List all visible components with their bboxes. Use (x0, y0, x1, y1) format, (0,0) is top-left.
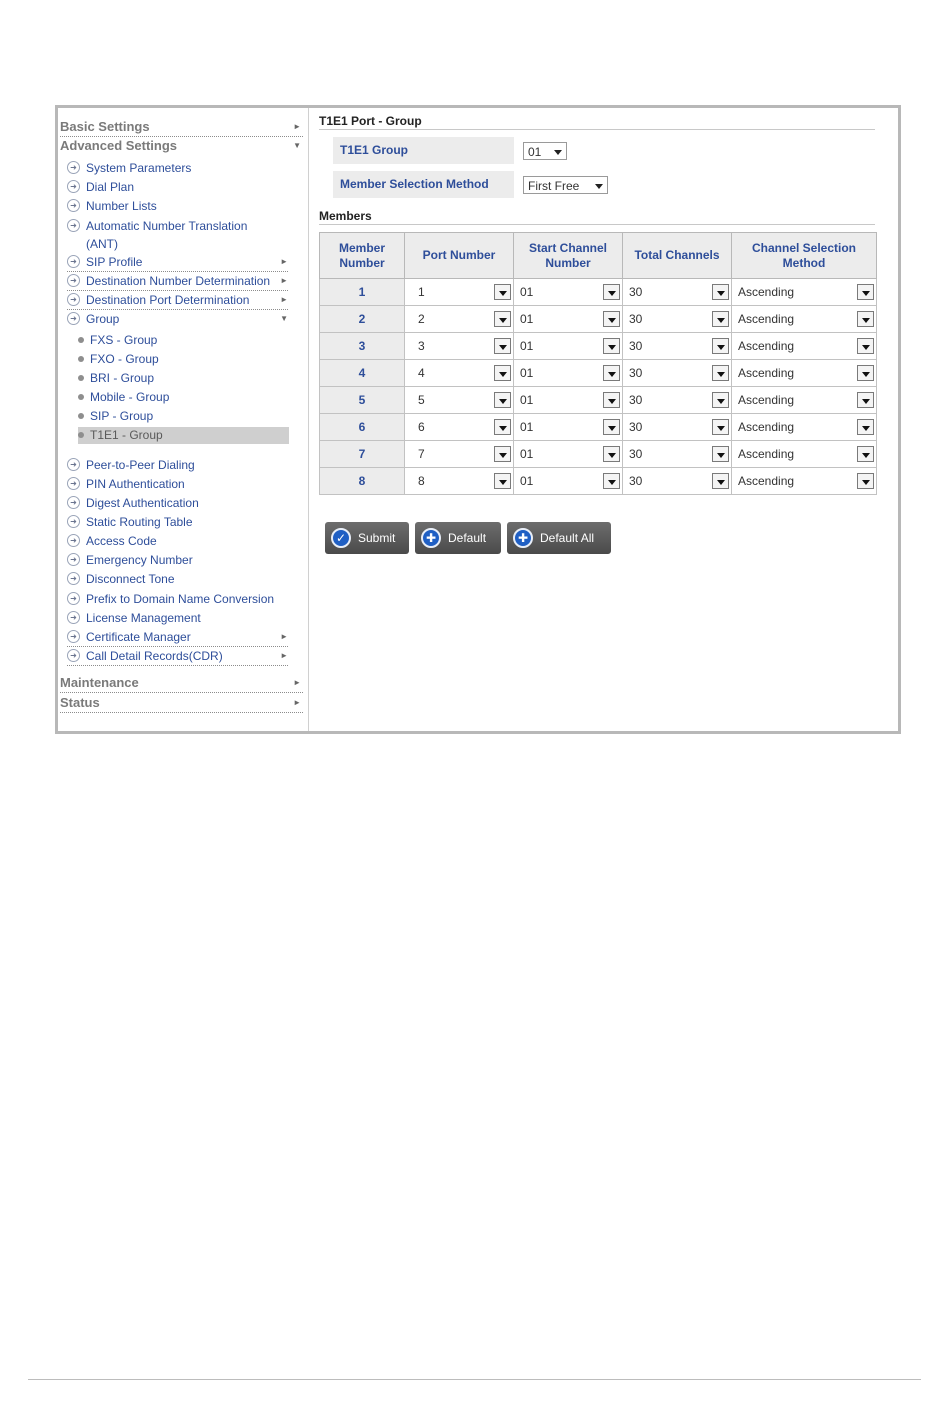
dropdown-arrow-icon[interactable] (857, 284, 874, 300)
table-header-row (320, 233, 877, 279)
circle-arrow-icon: ➜ (67, 649, 80, 662)
main-panel (309, 108, 898, 731)
port-number-select-cell (405, 306, 514, 333)
start-channel-select-cell (514, 387, 623, 414)
circle-arrow-icon: ➜ (67, 219, 80, 232)
table-row (320, 441, 877, 468)
dropdown-arrow-icon[interactable] (494, 338, 511, 354)
circle-arrow-icon: ➜ (67, 458, 80, 471)
sidebar-item-destination-port[interactable] (67, 291, 288, 310)
circle-arrow-icon: ➜ (67, 274, 80, 287)
sidebar-item-pin-auth[interactable] (67, 475, 288, 493)
arrow-down-icon: ▼ (280, 314, 288, 323)
port-number-select-value: 8 (418, 474, 425, 488)
start-channel-select[interactable] (514, 333, 622, 359)
port-number-select-cell (405, 468, 514, 495)
port-number-select-cell (405, 333, 514, 360)
circle-arrow-icon: ➜ (67, 293, 80, 306)
channel-selection-select-cell (732, 414, 877, 441)
total-channels-select[interactable] (623, 468, 731, 494)
port-number-select[interactable] (405, 279, 513, 305)
sidebar-item-sip-group[interactable] (78, 408, 289, 425)
circle-arrow-icon: ➜ (67, 572, 80, 585)
port-number-select[interactable] (405, 387, 513, 413)
arrow-right-icon: ► (280, 257, 288, 266)
sidebar-item-mobile-group[interactable] (78, 389, 289, 406)
start-channel-select-value: 01 (520, 312, 534, 326)
dropdown-arrow-icon[interactable] (712, 338, 729, 354)
sidebar-item-label: BRI - Group (90, 371, 155, 385)
total-channels-select-cell (623, 360, 732, 387)
sidebar-item-label: Mobile - Group (90, 390, 170, 404)
total-channels-select[interactable] (623, 387, 731, 413)
channel-selection-select-value: Ascending (738, 393, 795, 407)
arrow-right-icon: ► (280, 632, 288, 641)
channel-selection-select-value: Ascending (738, 420, 795, 434)
arrow-right-icon: ► (280, 276, 288, 285)
chevron-down-icon (595, 184, 603, 189)
sidebar-item-disconnect-tone[interactable] (67, 570, 288, 588)
channel-selection-select-value: Ascending (738, 474, 795, 488)
member-selection-label: Member Selection Method (333, 171, 514, 198)
dropdown-arrow-icon[interactable] (857, 473, 874, 489)
dropdown-arrow-icon[interactable] (494, 446, 511, 462)
start-channel-select-cell (514, 279, 623, 306)
total-channels-select-cell (623, 306, 732, 333)
dropdown-arrow-icon[interactable] (712, 473, 729, 489)
sidebar-item-emergency-number[interactable] (67, 551, 288, 569)
sidebar-item-bri-group[interactable] (78, 370, 289, 387)
sidebar-item-dial-plan[interactable] (67, 178, 288, 196)
sidebar (58, 108, 309, 731)
table-row (320, 468, 877, 495)
dropdown-arrow-icon[interactable] (712, 311, 729, 327)
total-channels-select-cell (623, 279, 732, 306)
dropdown-arrow-icon[interactable] (603, 392, 620, 408)
dropdown-arrow-icon[interactable] (712, 365, 729, 381)
circle-arrow-icon: ➜ (67, 199, 80, 212)
circle-arrow-icon: ➜ (67, 312, 80, 325)
start-channel-select-cell (514, 306, 623, 333)
channel-selection-select-value: Ascending (738, 339, 795, 353)
total-channels-select-cell (623, 468, 732, 495)
member-selection-value: First Free (528, 179, 580, 193)
port-number-select-cell (405, 360, 514, 387)
total-channels-select-value: 30 (629, 420, 643, 434)
sidebar-item-t1e1-group[interactable] (78, 427, 289, 444)
port-number-select[interactable] (405, 333, 513, 359)
member-number-cell: 4 (320, 360, 405, 387)
channel-selection-select-value: Ascending (738, 366, 795, 380)
sidebar-item-label: System Parameters (86, 161, 192, 175)
port-number-select-value: 6 (418, 420, 425, 434)
channel-selection-select[interactable] (732, 441, 876, 467)
member-number-cell: 8 (320, 468, 405, 495)
default-label: Default (448, 531, 487, 545)
start-channel-select[interactable] (514, 414, 622, 440)
total-channels-select-value: 30 (629, 339, 643, 353)
members-section-title: Members (319, 209, 875, 225)
nav-status[interactable] (60, 694, 303, 713)
port-number-select-cell (405, 387, 514, 414)
port-number-select[interactable] (405, 441, 513, 467)
port-number-select-value: 2 (418, 312, 425, 326)
total-channels-select[interactable] (623, 441, 731, 467)
start-channel-select-value: 01 (520, 339, 534, 353)
nav-maintenance-label: Maintenance (60, 675, 139, 690)
start-channel-select-cell (514, 360, 623, 387)
port-number-select-cell (405, 279, 514, 306)
dropdown-arrow-icon[interactable] (857, 311, 874, 327)
channel-selection-select-cell (732, 441, 877, 468)
dropdown-arrow-icon[interactable] (712, 446, 729, 462)
app-frame (55, 105, 901, 734)
start-channel-select-value: 01 (520, 285, 534, 299)
sidebar-item-access-code[interactable] (67, 532, 288, 550)
total-channels-select[interactable] (623, 414, 731, 440)
t1e1-group-label: T1E1 Group (333, 137, 514, 164)
page-bottom-rule (28, 1379, 921, 1380)
total-channels-select-cell (623, 387, 732, 414)
bullet-icon (78, 394, 84, 400)
col-port-number: Port Number (405, 233, 514, 279)
nav-maintenance[interactable] (60, 674, 303, 693)
channel-selection-select[interactable] (732, 468, 876, 494)
table-row (320, 279, 877, 306)
port-number-select[interactable] (405, 306, 513, 332)
circle-arrow-icon: ➜ (67, 477, 80, 490)
start-channel-select[interactable] (514, 468, 622, 494)
member-number-cell: 3 (320, 333, 405, 360)
channel-selection-select[interactable] (732, 414, 876, 440)
circle-arrow-icon: ➜ (67, 515, 80, 528)
nav-basic-settings[interactable] (60, 118, 303, 137)
total-channels-select-value: 30 (629, 366, 643, 380)
channel-selection-select[interactable] (732, 387, 876, 413)
sidebar-item-label: License Management (86, 611, 201, 625)
sidebar-item-label: Prefix to Domain Name Conversion (86, 592, 275, 606)
table-row (320, 360, 877, 387)
cross-icon: ✚ (421, 528, 441, 548)
sidebar-item-number-lists[interactable] (67, 197, 288, 215)
dropdown-arrow-icon[interactable] (712, 392, 729, 408)
total-channels-select[interactable] (623, 333, 731, 359)
total-channels-select-value: 30 (629, 285, 643, 299)
dropdown-arrow-icon[interactable] (712, 284, 729, 300)
member-selection-select[interactable] (523, 176, 608, 194)
channel-selection-select[interactable] (732, 306, 876, 332)
start-channel-select-cell (514, 468, 623, 495)
total-channels-select-value: 30 (629, 447, 643, 461)
channel-selection-select-cell (732, 387, 877, 414)
port-number-select-cell (405, 441, 514, 468)
sidebar-item-label: Digest Authentication (86, 496, 199, 510)
member-number-cell: 5 (320, 387, 405, 414)
sidebar-item-fxo-group[interactable] (78, 351, 289, 368)
total-channels-select-value: 30 (629, 474, 643, 488)
dropdown-arrow-icon[interactable] (603, 338, 620, 354)
dropdown-arrow-icon[interactable] (494, 284, 511, 300)
arrow-right-icon: ► (280, 651, 288, 660)
default-all-label: Default All (540, 531, 595, 545)
sidebar-item-static-routing[interactable] (67, 513, 288, 531)
start-channel-select-cell (514, 333, 623, 360)
circle-arrow-icon: ➜ (67, 180, 80, 193)
dropdown-arrow-icon[interactable] (494, 365, 511, 381)
start-channel-select[interactable] (514, 387, 622, 413)
sidebar-item-label: Certificate Manager (86, 630, 191, 644)
sidebar-item-label: Emergency Number (86, 553, 193, 567)
nav-advanced-settings-label: Advanced Settings (60, 138, 178, 153)
channel-selection-select-cell (732, 306, 877, 333)
circle-arrow-icon: ➜ (67, 630, 80, 643)
arrow-right-icon: ► (280, 295, 288, 304)
port-number-select-value: 5 (418, 393, 425, 407)
col-channel-selection: Channel Selection Method (732, 233, 877, 279)
sidebar-item-system-parameters[interactable] (67, 159, 288, 177)
port-number-select-value: 7 (418, 447, 425, 461)
sidebar-item-label: T1E1 - Group (90, 428, 163, 442)
total-channels-select-value: 30 (629, 312, 643, 326)
channel-selection-select-value: Ascending (738, 312, 795, 326)
port-number-select-value: 4 (418, 366, 425, 380)
dropdown-arrow-icon[interactable] (857, 338, 874, 354)
col-member-number: Member Number (320, 233, 405, 279)
channel-selection-select[interactable] (732, 360, 876, 386)
dropdown-arrow-icon[interactable] (712, 419, 729, 435)
col-start-channel: Start Channel Number (514, 233, 623, 279)
t1e1-group-select[interactable] (523, 142, 567, 160)
sidebar-item-label: FXO - Group (90, 352, 159, 366)
sidebar-item-ant[interactable] (67, 217, 288, 253)
arrow-down-icon: ▼ (293, 141, 301, 150)
port-number-select-cell (405, 414, 514, 441)
dropdown-arrow-icon[interactable] (494, 392, 511, 408)
col-total-channels: Total Channels (623, 233, 732, 279)
sidebar-item-fxs-group[interactable] (78, 332, 289, 349)
sidebar-item-certificate[interactable] (67, 628, 288, 647)
start-channel-select[interactable] (514, 279, 622, 305)
total-channels-select-cell (623, 414, 732, 441)
bullet-icon (78, 375, 84, 381)
member-number-cell: 2 (320, 306, 405, 333)
channel-selection-select[interactable] (732, 333, 876, 359)
start-channel-select[interactable] (514, 441, 622, 467)
nav-advanced-settings[interactable] (60, 137, 303, 155)
port-number-select-value: 3 (418, 339, 425, 353)
submit-button[interactable] (325, 522, 409, 554)
sidebar-item-label: SIP Profile (86, 255, 143, 269)
total-channels-select-cell (623, 441, 732, 468)
submit-label: Submit (358, 531, 396, 545)
chevron-down-icon (554, 150, 562, 155)
circle-arrow-icon: ➜ (67, 255, 80, 268)
checkmark-icon: ✓ (331, 528, 351, 548)
port-number-select[interactable] (405, 468, 513, 494)
bullet-icon (78, 432, 84, 438)
t1e1-group-value: 01 (528, 145, 542, 159)
table-row (320, 333, 877, 360)
channel-selection-select[interactable] (732, 279, 876, 305)
sidebar-item-label: Peer-to-Peer Dialing (86, 458, 195, 472)
channel-selection-select-cell (732, 360, 877, 387)
circle-arrow-icon: ➜ (67, 534, 80, 547)
sidebar-item-label: Dial Plan (86, 180, 135, 194)
total-channels-select-value: 30 (629, 393, 643, 407)
table-row (320, 387, 877, 414)
total-channels-select[interactable] (623, 306, 731, 332)
sidebar-item-peer-to-peer[interactable] (67, 456, 288, 474)
channel-selection-select-cell (732, 468, 877, 495)
member-number-cell: 1 (320, 279, 405, 306)
dropdown-arrow-icon[interactable] (603, 473, 620, 489)
member-number-cell: 6 (320, 414, 405, 441)
sidebar-item-label: Group (86, 312, 120, 326)
dropdown-arrow-icon[interactable] (857, 446, 874, 462)
total-channels-select[interactable] (623, 279, 731, 305)
arrow-right-icon: ► (293, 678, 301, 687)
sidebar-item-label: Access Code (86, 534, 157, 548)
sidebar-item-label: SIP - Group (90, 409, 154, 423)
sidebar-item-label: Destination Port Determination (86, 293, 250, 307)
arrow-right-icon: ► (293, 698, 301, 707)
start-channel-select-value: 01 (520, 393, 534, 407)
start-channel-select-value: 01 (520, 447, 534, 461)
channel-selection-select-cell (732, 279, 877, 306)
sidebar-item-label: FXS - Group (90, 333, 158, 347)
channel-selection-select-cell (732, 333, 877, 360)
port-number-select[interactable] (405, 414, 513, 440)
dropdown-arrow-icon[interactable] (603, 446, 620, 462)
sidebar-item-license[interactable] (67, 609, 288, 627)
dropdown-arrow-icon[interactable] (603, 365, 620, 381)
page-title: T1E1 Port - Group (319, 114, 875, 130)
start-channel-select-value: 01 (520, 366, 534, 380)
sidebar-item-label: Call Detail Records(CDR) (86, 649, 223, 663)
circle-arrow-icon: ➜ (67, 611, 80, 624)
dropdown-arrow-icon[interactable] (494, 419, 511, 435)
port-number-select[interactable] (405, 360, 513, 386)
table-row (320, 414, 877, 441)
members-table (319, 232, 877, 495)
bullet-icon (78, 356, 84, 362)
sidebar-item-label: Destination Number Determination (86, 274, 271, 288)
sidebar-item-label: Number Lists (86, 199, 157, 213)
member-number-cell: 7 (320, 441, 405, 468)
bullet-icon (78, 413, 84, 419)
port-number-select-value: 1 (418, 285, 425, 299)
cross-icon: ✚ (513, 528, 533, 548)
dropdown-arrow-icon[interactable] (603, 284, 620, 300)
start-channel-select[interactable] (514, 306, 622, 332)
circle-arrow-icon: ➜ (67, 496, 80, 509)
circle-arrow-icon: ➜ (67, 592, 80, 605)
start-channel-select[interactable] (514, 360, 622, 386)
sidebar-item-digest-auth[interactable] (67, 494, 288, 512)
dropdown-arrow-icon[interactable] (857, 419, 874, 435)
sidebar-item-prefix-domain[interactable] (67, 590, 288, 608)
dropdown-arrow-icon[interactable] (857, 392, 874, 408)
sidebar-item-destination-number[interactable] (67, 272, 288, 291)
channel-selection-select-value: Ascending (738, 285, 795, 299)
sidebar-item-label: PIN Authentication (86, 477, 185, 491)
sidebar-item-cdr[interactable] (67, 647, 288, 666)
dropdown-arrow-icon[interactable] (494, 311, 511, 327)
sidebar-item-sip-profile[interactable] (67, 253, 288, 272)
dropdown-arrow-icon[interactable] (857, 365, 874, 381)
circle-arrow-icon: ➜ (67, 553, 80, 566)
start-channel-select-value: 01 (520, 420, 534, 434)
default-all-button[interactable] (507, 522, 611, 554)
sidebar-item-label-cont: (ANT) (86, 237, 118, 251)
start-channel-select-cell (514, 441, 623, 468)
sidebar-item-label: Disconnect Tone (86, 572, 175, 586)
circle-arrow-icon: ➜ (67, 161, 80, 174)
start-channel-select-value: 01 (520, 474, 534, 488)
dropdown-arrow-icon[interactable] (603, 311, 620, 327)
sidebar-item-label: Automatic Number Translation (86, 219, 248, 233)
nav-basic-settings-label: Basic Settings (60, 119, 150, 134)
dropdown-arrow-icon[interactable] (494, 473, 511, 489)
channel-selection-select-value: Ascending (738, 447, 795, 461)
total-channels-select-cell (623, 333, 732, 360)
sidebar-item-group[interactable] (67, 310, 288, 328)
arrow-right-icon: ► (293, 122, 301, 131)
start-channel-select-cell (514, 414, 623, 441)
sidebar-item-label: Static Routing Table (86, 515, 193, 529)
default-button[interactable] (415, 522, 501, 554)
table-row (320, 306, 877, 333)
total-channels-select[interactable] (623, 360, 731, 386)
dropdown-arrow-icon[interactable] (603, 419, 620, 435)
nav-status-label: Status (60, 695, 100, 710)
bullet-icon (78, 337, 84, 343)
